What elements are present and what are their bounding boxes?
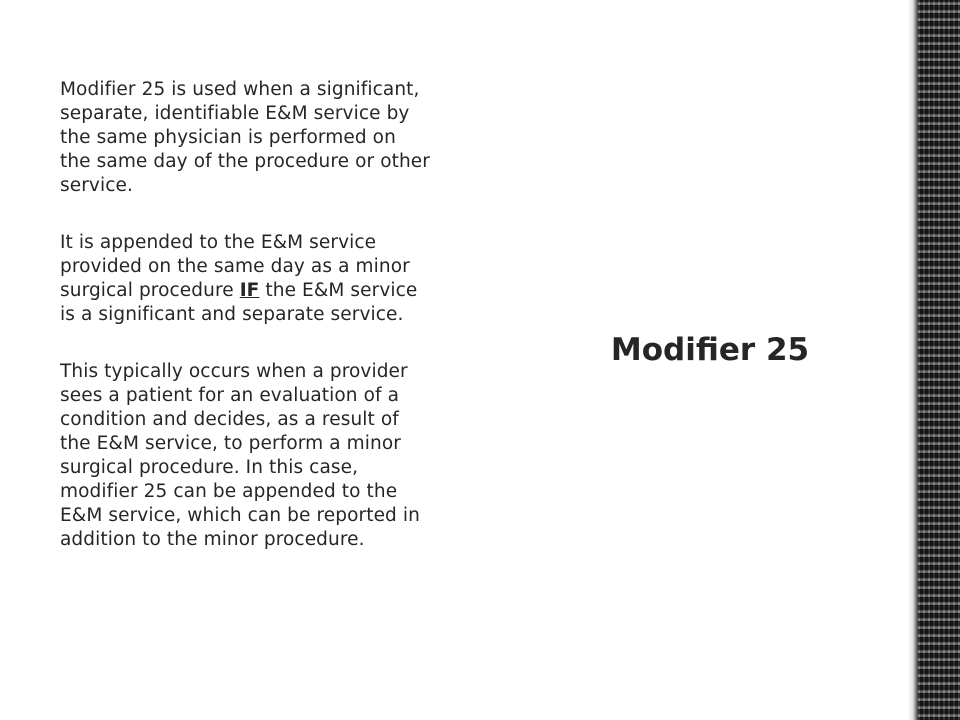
emphasis-if: IF xyxy=(239,280,260,301)
decorative-border-edge xyxy=(908,0,918,720)
slide-title: Modifier 25 xyxy=(610,332,810,368)
slide-body xyxy=(60,78,432,552)
paragraph-usage xyxy=(60,231,432,327)
paragraph-usage-end: the E&M service is a significant and separate service. xyxy=(60,280,418,325)
paragraph-example: This typically occurs when a provider sees a patient for an evaluation of a condition and decides, as a result of the E&M service, to perform a minor surgical procedure. In this case, modifier 25 can be appended to the E&M service, which can be reported in addition to the minor procedure. xyxy=(60,361,420,550)
paragraph-usage-start: It is appended to the E&M service provided on the same day as a minor surgical procedure xyxy=(60,232,410,301)
decorative-border-texture xyxy=(918,0,960,720)
paragraph-definition: Modifier 25 is used when a significant, separate, identifiable E&M service by the same physician is performed on the same day of the procedure or other service. xyxy=(60,79,430,196)
